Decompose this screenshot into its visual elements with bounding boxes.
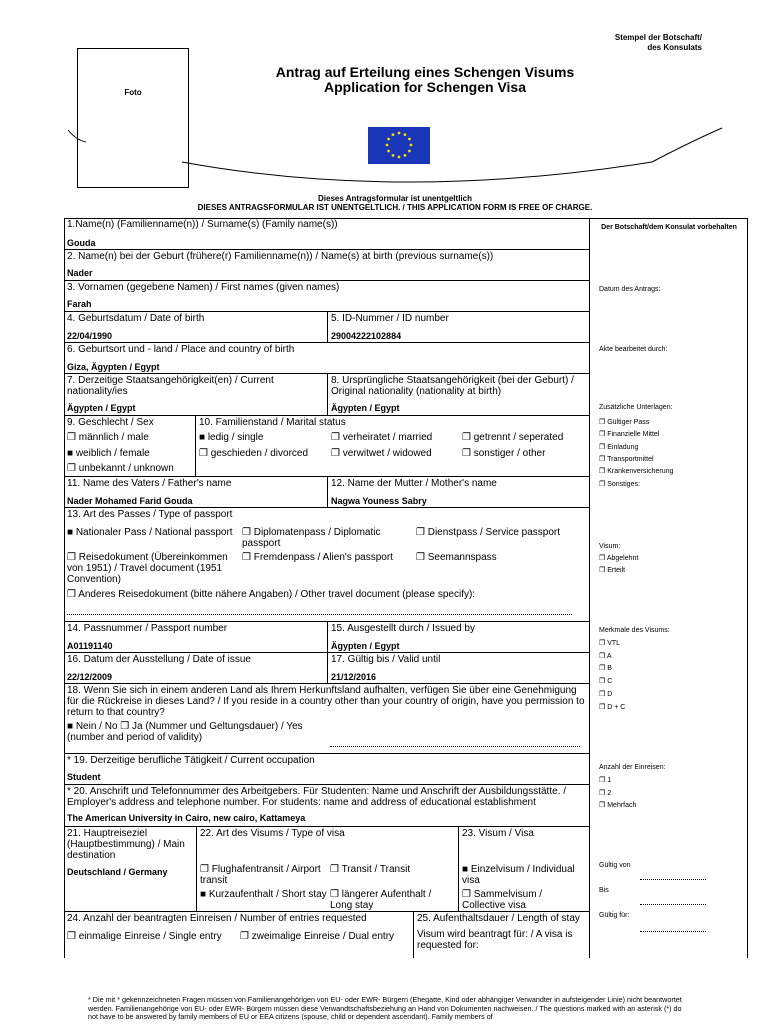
entries-requested-label: 24. Anzahl der beantragten Einreisen / Number of entries requested <box>67 913 367 924</box>
sidebar-anzahl-3[interactable]: ❐ Mehrfach <box>599 802 637 809</box>
footer-note: * Die mit * gekennzeichneten Fragen müssen von Familienangehörigen von EU- oder EWR- Bürgern (Ehegatte, Kind oder abhängiger Verwandter in aufsteigender Linie) nicht beantwortet werden. Familienangehörige von EU- oder EWR- Bürgern müssen diese Verwandtschaftsbeziehung an Hand von Dokumenten nachweisen. / The questions marked with an asterisk (*) do not have to be answered by family members of EU or EEA citizens (spouse, child or dependent ascendant). Family members of <box>88 995 682 1021</box>
field-place-of-birth <box>64 343 590 374</box>
sidebar-merkmale-6[interactable]: ❐ D + C <box>599 704 626 711</box>
sidebar-visum-1[interactable]: ❐ Abgelehnt <box>599 555 639 562</box>
sidebar-unterlagen-1[interactable]: ❐ Gültiger Pass <box>599 419 650 426</box>
father-name-label: 11. Name des Vaters / Father's name <box>67 478 232 489</box>
residence-permit-options[interactable]: ■ Nein / No ❐ Ja (Nummer und Geltungsdauer) / Yes (number and period of validity) <box>67 721 303 743</box>
sidebar-merkmale-2[interactable]: ❐ A <box>599 653 612 660</box>
visa-airport-transit-option[interactable]: ❐ Flughafentransit / Airport transit <box>200 864 321 886</box>
field-residence-permit <box>64 684 590 754</box>
main-destination-label: 21. Hauptreiseziel (Hauptbestimmung) / Main destination <box>67 828 185 861</box>
sidebar-gueltig-von-line[interactable] <box>640 879 706 880</box>
passport-other-option[interactable]: ❐ Anderes Reisedokument (bitte nähere Angaben) / Other travel document (please specify): <box>67 589 476 600</box>
field-sex <box>64 416 196 477</box>
birth-name-label: 2. Name(n) bei der Geburt (frühere(r) Familienname(n)) / Name(s) at birth (previous surname(s)) <box>67 251 494 262</box>
sex-label: 9. Geschlecht / Sex <box>67 417 154 428</box>
current-nationality-value[interactable]: Ägypten / Egypt <box>67 403 136 413</box>
field-passport-type <box>64 508 590 622</box>
entries-dual-option[interactable]: ❐ zweimalige Einreise / Dual entry <box>240 931 395 942</box>
passport-diplomatic-option[interactable]: ❐ Diplomatenpass / Diplomatic passport <box>242 527 381 549</box>
place-of-birth-label: 6. Geburtsort und - land / Place and country of birth <box>67 344 295 355</box>
passport-other-line[interactable] <box>67 614 572 615</box>
field-length-of-stay <box>414 912 590 958</box>
first-names-label: 3. Vornamen (gegebene Namen) / First names (given names) <box>67 282 340 293</box>
sidebar-unterlagen-2[interactable]: ❐ Finanzielle Mittel <box>599 431 660 438</box>
sex-female-option[interactable]: ■ weiblich / female <box>67 448 150 459</box>
sidebar-visum: Visum: <box>599 543 621 550</box>
marital-separated-option[interactable]: ❐ getrennt / seperated <box>462 432 564 443</box>
sidebar-visum-2[interactable]: ❐ Erteilt <box>599 567 626 574</box>
father-name-value[interactable]: Nader Mohamed Farid Gouda <box>67 496 193 506</box>
employer-value[interactable]: The American University in Cairo, new cairo, Kattameya <box>67 813 306 823</box>
length-of-stay-text: Visum wird beantragt für: / A visa is requested for: <box>417 929 573 951</box>
visa-type-label: 22. Art des Visums / Type of visa <box>200 828 345 839</box>
passport-number-value[interactable]: A01191140 <box>67 641 113 651</box>
place-of-birth-value[interactable]: Giza, Ägypten / Egypt <box>67 362 160 372</box>
valid-until-value[interactable]: 21/12/2016 <box>331 672 377 682</box>
visa-short-stay-option[interactable]: ■ Kurzaufenthalt / Short stay <box>200 889 327 900</box>
sidebar-anzahl: Anzahl der Einreisen: <box>599 764 666 771</box>
field-surname <box>64 218 590 250</box>
sidebar-unterlagen-5[interactable]: ❐ Krankenversicherung <box>599 468 674 475</box>
eu-stars-icon <box>368 127 430 164</box>
sidebar-merkmale-3[interactable]: ❐ B <box>599 665 612 672</box>
field-occupation <box>64 754 590 785</box>
sidebar-merkmale-4[interactable]: ❐ C <box>599 678 613 685</box>
length-of-stay-label: 25. Aufenthaltsdauer / Length of stay <box>417 913 580 924</box>
field-visa-type <box>197 827 459 912</box>
field-employer <box>64 785 590 827</box>
residence-permit-line[interactable] <box>330 746 580 747</box>
first-names-value[interactable]: Farah <box>67 299 92 309</box>
sidebar-bis-line[interactable] <box>640 904 706 905</box>
original-nationality-value[interactable]: Ägypten / Egypt <box>331 403 400 413</box>
marital-single-option[interactable]: ■ ledig / single <box>199 432 264 443</box>
marital-divorced-option[interactable]: ❐ geschieden / divorced <box>199 448 309 459</box>
sidebar-gueltig-fuer: Gültig für: <box>599 912 630 919</box>
original-nationality-label: 8. Ursprüngliche Staatsangehörigkeit (bei der Geburt) / Original nationality (nationality at birth) <box>331 375 574 397</box>
mother-name-label: 12. Name der Mutter / Mother's name <box>331 478 497 489</box>
issued-by-label: 15. Ausgestellt durch / Issued by <box>331 623 475 634</box>
sidebar-anzahl-2[interactable]: ❐ 2 <box>599 790 612 797</box>
dob-value[interactable]: 22/04/1990 <box>67 331 113 341</box>
entries-single-option[interactable]: ❐ einmalige Einreise / Single entry <box>67 931 222 942</box>
title-en: Application for Schengen Visa <box>323 79 526 95</box>
passport-seaman-option[interactable]: ❐ Seemannspass <box>416 552 497 563</box>
field-marital-status <box>196 416 590 477</box>
sidebar-unterlagen-4[interactable]: ❐ Transportmittel <box>599 456 654 463</box>
field-issued-by <box>328 622 590 653</box>
stamp-label <box>615 33 702 53</box>
employer-label: * 20. Anschrift und Telefonnummer des Arbeitgebers. Für Studenten: Name und Anschrift der Ausbildungsstätte. / Employer's address and telephone number. For students: name and address of educational establishment <box>67 786 566 808</box>
sidebar-gueltig-von: Gültig von <box>599 862 631 869</box>
marital-married-option[interactable]: ❐ verheiratet / married <box>331 432 433 443</box>
field-birth-name <box>64 250 590 281</box>
sidebar-akte: Akte bearbeitet durch: <box>599 346 668 353</box>
field-first-names <box>64 281 590 312</box>
visa-label: 23. Visum / Visa <box>462 828 534 839</box>
sidebar-unterlagen-6[interactable]: ❐ Sonstiges: <box>599 481 640 488</box>
marital-other-option[interactable]: ❐ sonstiger / other <box>462 448 546 459</box>
main-destination-value[interactable]: Deutschland / Germany <box>67 867 168 877</box>
field-current-nationality <box>64 374 328 416</box>
field-entries-requested <box>64 912 414 958</box>
passport-service-option[interactable]: ❐ Dienstpass / Service passport <box>416 527 561 538</box>
sex-unknown-option[interactable]: ❐ unbekannt / unknown <box>67 463 174 474</box>
passport-type-label: 13. Art des Passes / Type of passport <box>67 509 233 520</box>
passport-travel-document-option[interactable]: ❐ Reisedokument (Übereinkommen von 1951) / Travel document (1951 Convention) <box>67 552 228 585</box>
current-nationality-label: 7. Derzeitige Staatsangehörigkeit(en) / Current nationality/ies <box>67 375 274 397</box>
field-father-name <box>64 477 328 508</box>
residence-permit-label: 18. Wenn Sie sich in einem anderen Land als Ihrem Herkunftsland aufhalten, verfügen Sie über eine Genehmigung für die Rückreise in dieses Land? / If you reside in a country other than your country of origin, have you permission to return to that country? <box>67 685 585 718</box>
birth-name-value[interactable]: Nader <box>67 268 93 278</box>
passport-national-option[interactable]: ■ Nationaler Pass / National passport <box>67 527 233 538</box>
id-number-value[interactable]: 29004222102884 <box>331 331 402 341</box>
field-id-number <box>328 312 590 343</box>
dob-label: 4. Geburtsdatum / Date of birth <box>67 313 205 324</box>
field-original-nationality <box>328 374 590 416</box>
photo-label: Foto <box>124 88 142 97</box>
field-main-destination <box>64 827 197 912</box>
visa-long-stay-option[interactable]: ❐ längerer Aufenthalt / Long stay <box>330 889 432 911</box>
field-date-of-issue <box>64 653 328 684</box>
sidebar-anzahl-1[interactable]: ❐ 1 <box>599 777 612 784</box>
title-de: Antrag auf Erteilung eines Schengen Visums <box>275 64 575 80</box>
date-of-issue-value[interactable]: 22/12/2009 <box>67 672 113 682</box>
field-mother-name <box>328 477 590 508</box>
visa-individual-option[interactable]: ■ Einzelvisum / Individual visa <box>462 864 575 886</box>
sidebar-datum: Datum des Antrags: <box>599 286 661 293</box>
sidebar-gueltig-fuer-line[interactable] <box>640 931 706 932</box>
date-of-issue-label: 16. Datum der Ausstellung / Date of issue <box>67 654 251 665</box>
visa-transit-option[interactable]: ❐ Transit / Transit <box>330 864 411 875</box>
surname-label: 1.Name(n) (Familienname(n)) / Surname(s) (Family name(s)) <box>67 219 338 230</box>
free-notice-1: Dieses Antragsformular ist unentgeltlich <box>318 194 472 203</box>
surname-value[interactable]: Gouda <box>67 238 96 248</box>
marital-status-label: 10. Familienstand / Marital status <box>199 417 346 428</box>
sidebar-header: Der Botschaft/dem Konsulat vorbehalten <box>601 224 737 231</box>
field-passport-number <box>64 622 328 653</box>
field-valid-until <box>328 653 590 684</box>
sidebar-merkmale-5[interactable]: ❐ D <box>599 691 613 698</box>
passport-alien-option[interactable]: ❐ Fremdenpass / Alien's passport <box>242 552 393 563</box>
field-visa <box>459 827 590 912</box>
sidebar-unterlagen-3[interactable]: ❐ Einladung <box>599 444 639 451</box>
valid-until-label: 17. Gültig bis / Valid until <box>331 654 441 665</box>
eu-flag <box>368 127 430 164</box>
sidebar-merkmale: Merkmale des Visums: <box>599 627 670 634</box>
stamp-line-1: Stempel der Botschaft/ <box>614 33 702 42</box>
passport-number-label: 14. Passnummer / Passport number <box>67 623 228 634</box>
sex-male-option[interactable]: ❐ männlich / male <box>67 432 149 443</box>
occupation-value[interactable]: Student <box>67 772 101 782</box>
visa-collective-option[interactable]: ❐ Sammelvisum / Collective visa <box>462 889 543 911</box>
occupation-label: * 19. Derzeitige berufliche Tätigkeit / Current occupation <box>67 755 315 766</box>
sidebar-bis: Bis <box>599 887 609 894</box>
sidebar-unterlagen: Zusätzliche Unterlagen: <box>599 404 673 411</box>
stamp-line-2: des Konsulats <box>647 43 702 52</box>
free-notice-2: DIESES ANTRAGSFORMULAR IST UNENTGELTLICH. / THIS APPLICATION FORM IS FREE OF CHARGE. <box>197 203 593 212</box>
field-date-of-birth <box>64 312 328 343</box>
mother-name-value[interactable]: Nagwa Youness Sabry <box>331 496 427 506</box>
issued-by-value[interactable]: Ägypten / Egypt <box>331 641 400 651</box>
sidebar-merkmale-1[interactable]: ❐ VTL <box>599 640 621 647</box>
marital-widowed-option[interactable]: ❐ verwitwet / widowed <box>331 448 432 459</box>
id-number-label: 5. ID-Nummer / ID number <box>331 313 449 324</box>
